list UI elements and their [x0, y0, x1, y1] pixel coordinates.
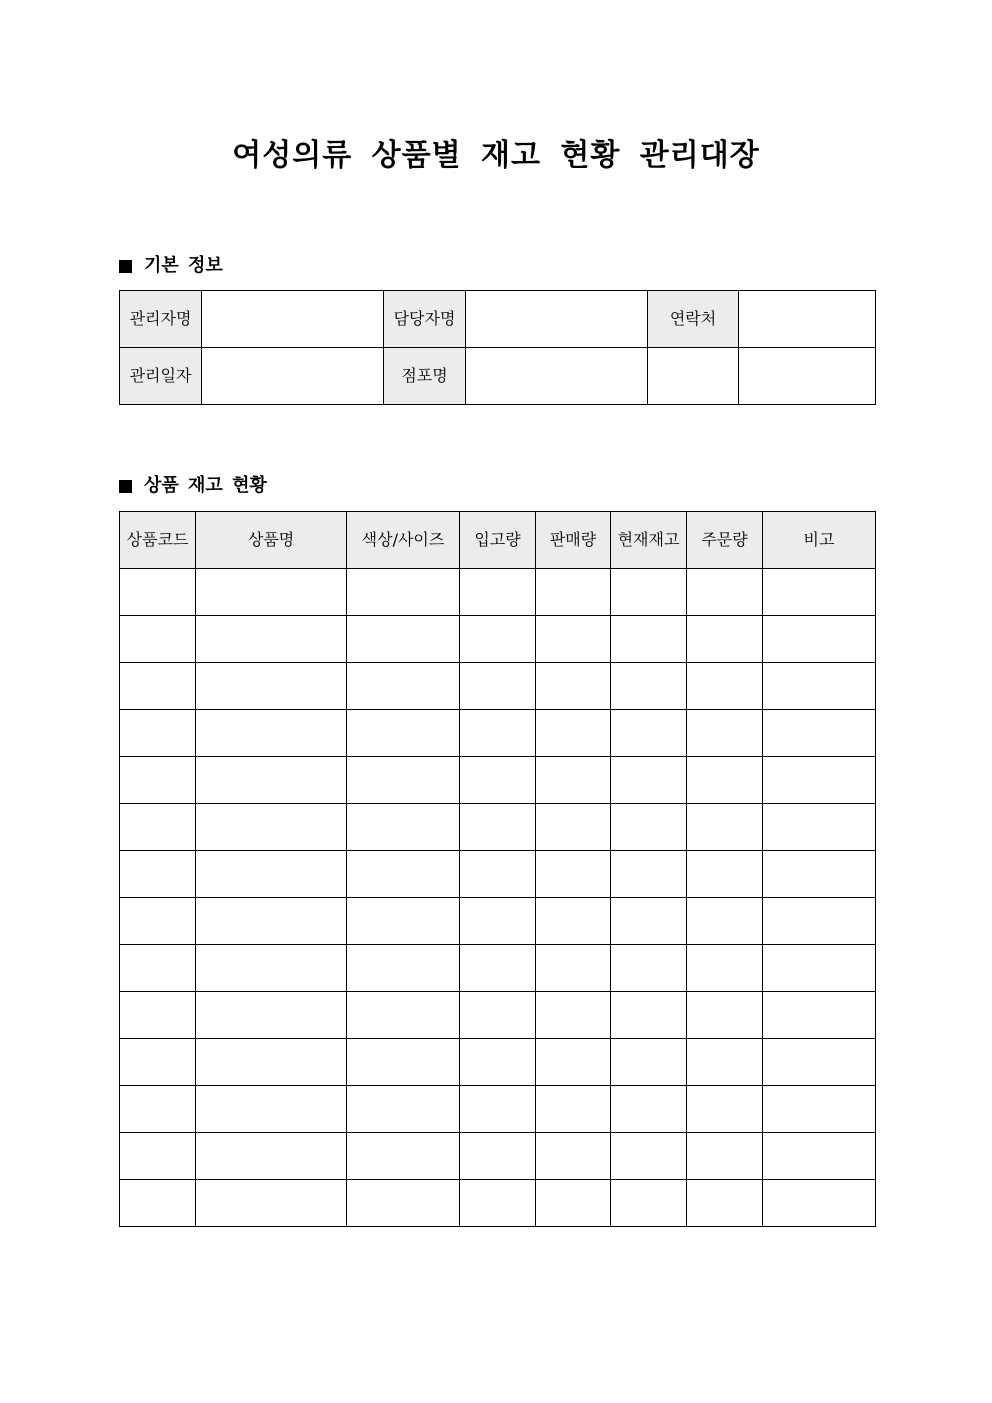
column-header: 상품코드 — [120, 512, 196, 569]
stock-cell[interactable] — [687, 898, 763, 945]
stock-row — [120, 569, 876, 616]
stock-row — [120, 710, 876, 757]
field-label: 담당자명 — [384, 291, 466, 348]
stock-cell[interactable] — [460, 757, 536, 804]
stock-cell[interactable] — [611, 710, 687, 757]
stock-cell[interactable] — [536, 992, 611, 1039]
stock-cell[interactable] — [347, 663, 460, 710]
stock-cell[interactable] — [460, 851, 536, 898]
basic-info-section-heading — [119, 254, 223, 278]
stock-cell[interactable] — [196, 1086, 347, 1133]
stock-cell[interactable] — [196, 992, 347, 1039]
field-label: 점포명 — [384, 348, 466, 405]
stock-cell[interactable] — [347, 1039, 460, 1086]
stock-cell[interactable] — [120, 1086, 196, 1133]
stock-cell[interactable] — [536, 1086, 611, 1133]
stock-cell[interactable] — [120, 1133, 196, 1180]
stock-cell[interactable] — [687, 710, 763, 757]
stock-cell[interactable] — [120, 945, 196, 992]
stock-cell[interactable] — [611, 1039, 687, 1086]
stock-cell[interactable] — [536, 757, 611, 804]
stock-cell[interactable] — [763, 898, 876, 945]
column-header: 상품명 — [196, 512, 347, 569]
stock-cell[interactable] — [611, 1086, 687, 1133]
field-label: 관리일자 — [120, 348, 202, 405]
stock-cell[interactable] — [687, 945, 763, 992]
stock-cell[interactable] — [120, 757, 196, 804]
field-label: 관리자명 — [120, 291, 202, 348]
stock-cell[interactable] — [120, 851, 196, 898]
stock-cell[interactable] — [611, 1180, 687, 1227]
stock-cell[interactable] — [763, 945, 876, 992]
stock-cell[interactable] — [687, 1039, 763, 1086]
stock-cell[interactable] — [611, 569, 687, 616]
stock-cell[interactable] — [196, 898, 347, 945]
stock-header-row — [120, 512, 876, 569]
stock-cell[interactable] — [536, 1133, 611, 1180]
stock-row — [120, 1086, 876, 1133]
stock-row — [120, 757, 876, 804]
stock-cell[interactable] — [460, 663, 536, 710]
column-header: 비고 — [763, 512, 876, 569]
stock-cell[interactable] — [536, 1180, 611, 1227]
stock-cell[interactable] — [536, 710, 611, 757]
stock-cell[interactable] — [196, 851, 347, 898]
stock-cell[interactable] — [460, 710, 536, 757]
stock-cell[interactable] — [460, 945, 536, 992]
stock-cell[interactable] — [347, 569, 460, 616]
stock-cell[interactable] — [347, 1180, 460, 1227]
stock-cell[interactable] — [460, 1180, 536, 1227]
stock-row — [120, 851, 876, 898]
stock-cell[interactable] — [120, 1180, 196, 1227]
basic-info-heading-text: 기본 정보 — [144, 255, 223, 276]
stock-cell[interactable] — [611, 804, 687, 851]
stock-cell[interactable] — [536, 663, 611, 710]
stock-cell[interactable] — [536, 898, 611, 945]
stock-cell[interactable] — [536, 569, 611, 616]
stock-cell[interactable] — [687, 1180, 763, 1227]
field-value[interactable] — [466, 348, 648, 405]
stock-cell[interactable] — [120, 569, 196, 616]
stock-cell[interactable] — [196, 1039, 347, 1086]
stock-row — [120, 898, 876, 945]
stock-row — [120, 804, 876, 851]
stock-cell[interactable] — [460, 1133, 536, 1180]
column-header: 색상/사이즈 — [347, 512, 460, 569]
column-header: 현재재고 — [611, 512, 687, 569]
stock-cell[interactable] — [347, 710, 460, 757]
stock-cell[interactable] — [687, 569, 763, 616]
stock-cell[interactable] — [347, 945, 460, 992]
stock-cell[interactable] — [460, 569, 536, 616]
stock-cell[interactable] — [687, 663, 763, 710]
stock-cell[interactable] — [687, 851, 763, 898]
stock-cell[interactable] — [763, 992, 876, 1039]
stock-cell[interactable] — [196, 757, 347, 804]
column-header: 판매량 — [536, 512, 611, 569]
stock-cell[interactable] — [687, 757, 763, 804]
stock-cell[interactable] — [196, 1133, 347, 1180]
stock-cell[interactable] — [460, 804, 536, 851]
stock-cell[interactable] — [460, 1086, 536, 1133]
stock-row — [120, 1039, 876, 1086]
stock-cell[interactable] — [763, 757, 876, 804]
stock-section-heading — [119, 474, 267, 498]
stock-cell[interactable] — [536, 851, 611, 898]
stock-row — [120, 992, 876, 1039]
stock-cell[interactable] — [611, 851, 687, 898]
stock-cell[interactable] — [536, 804, 611, 851]
stock-cell[interactable] — [120, 898, 196, 945]
field-value[interactable] — [202, 348, 384, 405]
field-label: 연락처 — [648, 291, 739, 348]
stock-cell[interactable] — [687, 992, 763, 1039]
stock-row — [120, 616, 876, 663]
stock-cell[interactable] — [120, 616, 196, 663]
stock-cell[interactable] — [763, 616, 876, 663]
stock-cell[interactable] — [763, 569, 876, 616]
stock-heading-text: 상품 재고 현황 — [144, 475, 267, 496]
stock-cell[interactable] — [611, 757, 687, 804]
stock-cell[interactable] — [120, 804, 196, 851]
stock-cell[interactable] — [611, 616, 687, 663]
stock-cell[interactable] — [347, 616, 460, 663]
stock-cell[interactable] — [347, 757, 460, 804]
stock-cell[interactable] — [687, 616, 763, 663]
stock-cell[interactable] — [196, 710, 347, 757]
stock-cell[interactable] — [347, 898, 460, 945]
stock-cell[interactable] — [687, 804, 763, 851]
field-value[interactable] — [466, 291, 648, 348]
stock-cell[interactable] — [120, 992, 196, 1039]
stock-cell[interactable] — [347, 1133, 460, 1180]
stock-cell[interactable] — [196, 569, 347, 616]
stock-cell[interactable] — [763, 851, 876, 898]
stock-cell[interactable] — [763, 1180, 876, 1227]
stock-cell[interactable] — [611, 898, 687, 945]
stock-cell[interactable] — [120, 1039, 196, 1086]
stock-cell[interactable] — [763, 804, 876, 851]
stock-cell[interactable] — [763, 1086, 876, 1133]
stock-cell[interactable] — [763, 663, 876, 710]
stock-cell[interactable] — [196, 804, 347, 851]
stock-cell[interactable] — [120, 663, 196, 710]
stock-cell[interactable] — [763, 1039, 876, 1086]
stock-cell[interactable] — [460, 616, 536, 663]
stock-cell[interactable] — [611, 992, 687, 1039]
stock-cell[interactable] — [196, 945, 347, 992]
stock-cell[interactable] — [687, 1086, 763, 1133]
stock-table — [119, 511, 876, 1227]
stock-cell[interactable] — [460, 992, 536, 1039]
stock-row — [120, 663, 876, 710]
stock-row — [120, 1133, 876, 1180]
stock-cell[interactable] — [611, 945, 687, 992]
stock-cell[interactable] — [763, 710, 876, 757]
stock-cell[interactable] — [347, 992, 460, 1039]
stock-cell[interactable] — [536, 945, 611, 992]
basic-info-row — [120, 348, 876, 405]
stock-cell[interactable] — [687, 1133, 763, 1180]
square-bullet-icon — [119, 260, 132, 273]
empty-label-cell — [648, 348, 739, 405]
stock-cell[interactable] — [536, 616, 611, 663]
stock-cell[interactable] — [347, 804, 460, 851]
basic-info-row — [120, 291, 876, 348]
stock-cell[interactable] — [611, 1133, 687, 1180]
stock-cell[interactable] — [763, 1133, 876, 1180]
stock-cell[interactable] — [196, 1180, 347, 1227]
column-header: 입고량 — [460, 512, 536, 569]
square-bullet-icon — [119, 480, 132, 493]
basic-info-table — [119, 290, 876, 405]
column-header: 주문량 — [687, 512, 763, 569]
stock-cell[interactable] — [460, 1039, 536, 1086]
stock-cell[interactable] — [347, 851, 460, 898]
field-value[interactable] — [202, 291, 384, 348]
stock-cell[interactable] — [536, 1039, 611, 1086]
stock-cell[interactable] — [347, 1086, 460, 1133]
page-title: 여성의류 상품별 재고 현황 관리대장 — [232, 138, 760, 173]
stock-cell[interactable] — [120, 710, 196, 757]
stock-row — [120, 945, 876, 992]
stock-cell[interactable] — [196, 663, 347, 710]
stock-row — [120, 1180, 876, 1227]
field-value[interactable] — [739, 291, 876, 348]
stock-cell[interactable] — [196, 616, 347, 663]
stock-cell[interactable] — [611, 663, 687, 710]
field-value[interactable] — [739, 348, 876, 405]
stock-cell[interactable] — [460, 898, 536, 945]
